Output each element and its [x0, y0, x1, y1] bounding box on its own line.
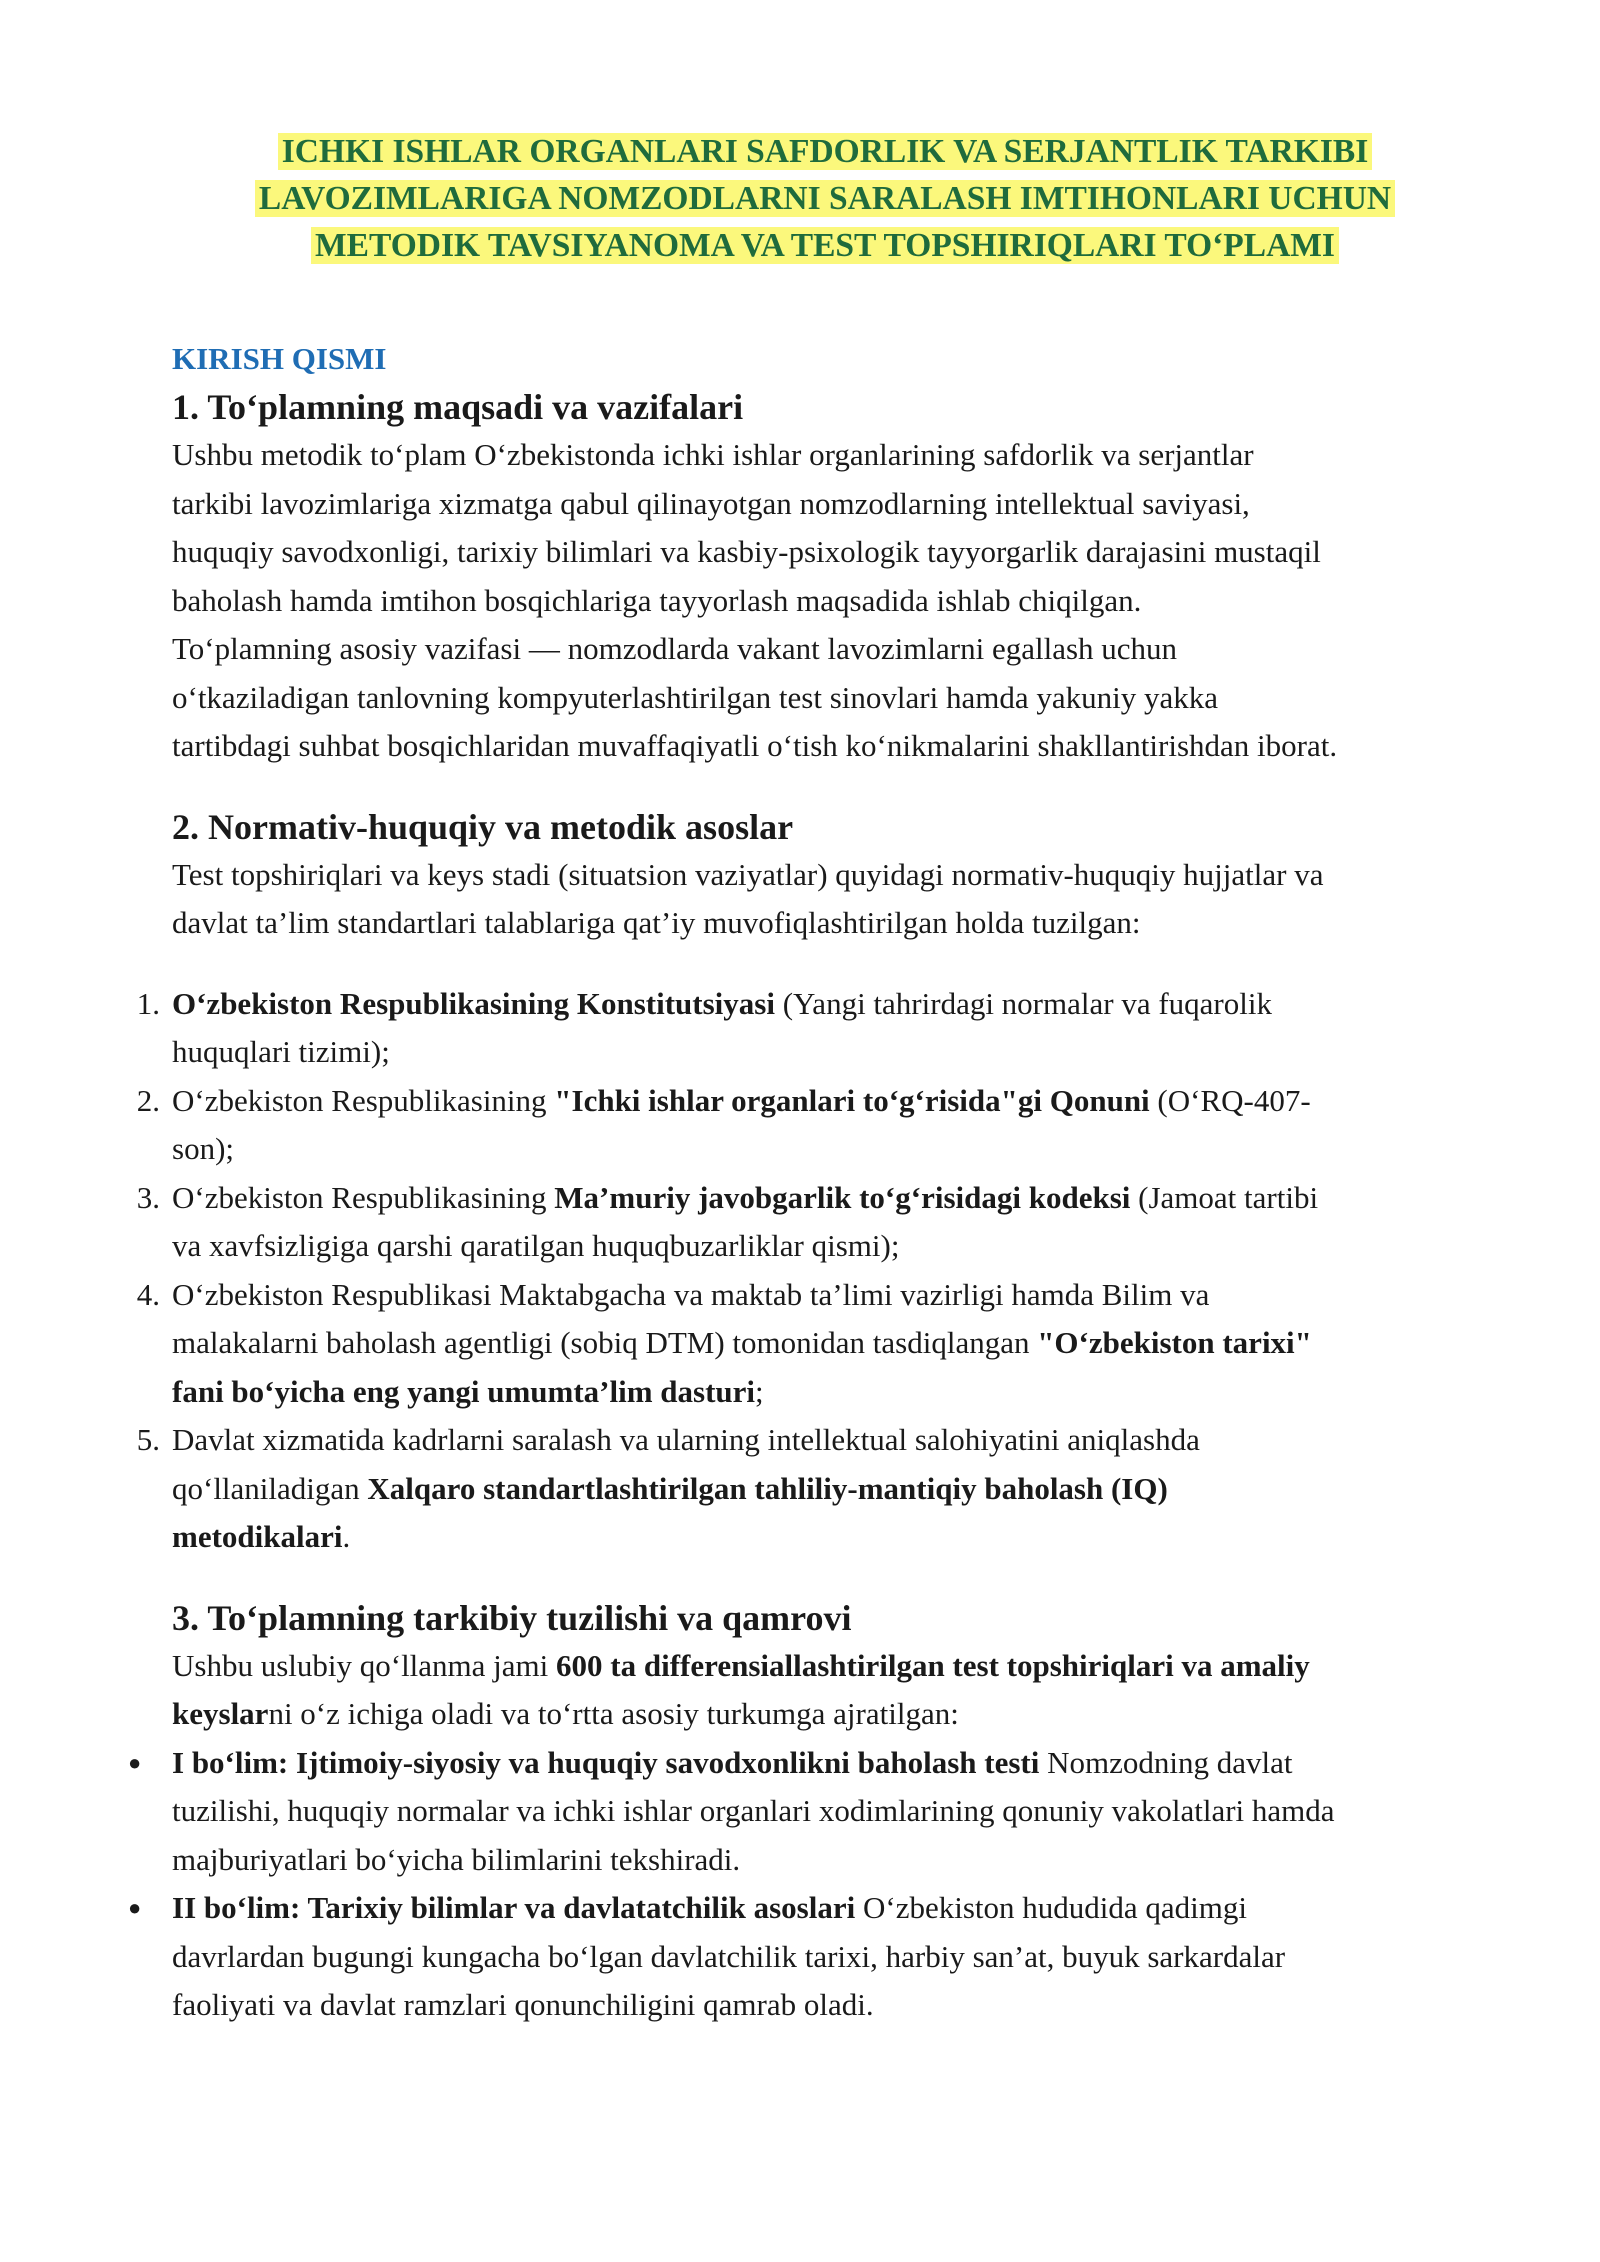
text-line: tartibdagi suhbat bosqichlaridan muvaffaqiyatli o‘tish ko‘nikmalarini shakllantirishdan iborat. — [172, 728, 1338, 763]
list-number: 2. — [136, 1082, 160, 1118]
document-body — [128, 335, 1492, 2030]
bold-text: Ma’muriy javobgarlik to‘g‘risidagi kodeksi — [554, 1179, 1131, 1215]
bold-text: keyslar — [172, 1696, 269, 1731]
text-line: Davlat xizmatida kadrlarni saralash va ularning intellektual salohiyatini aniqlashda — [172, 1422, 1200, 1457]
list-item — [136, 1271, 1492, 1417]
text-line: o‘tkaziladigan tanlovning kompyuterlashtirilgan test sinovlari hamda yakuniy yakka — [172, 679, 1218, 715]
text-line: faoliyati va davlat ramzlari qonunchiligini qamrab oladi. — [172, 1987, 874, 2022]
list-number: 1. — [136, 985, 160, 1021]
text-span: ni o‘z ichiga oladi va to‘rtta asosiy turkumga ajratilgan: — [268, 1696, 959, 1731]
bullet-item — [128, 1884, 1492, 2030]
text-line: To‘plamning asosiy vazifasi — nomzodlarda vakant lavozimlarni egallash uchun — [172, 631, 1178, 666]
section-3-intro — [172, 1642, 1492, 1739]
text-span: qo‘llaniladigan — [172, 1470, 368, 1506]
bold-text: metodikalari — [172, 1519, 343, 1554]
text-line: huquqlari tizimi); — [172, 1034, 390, 1069]
section-3-heading: 3. To‘plamning tarkibiy tuzilishi va qamrovi — [172, 1597, 852, 1638]
section-1-heading: 1. To‘plamning maqsadi va vazifalari — [172, 387, 744, 427]
text-line: son); — [172, 1131, 234, 1166]
list-number: 5. — [136, 1422, 160, 1457]
section-2-intro — [172, 851, 1492, 948]
text-line: Test topshiriqlari va keys stadi (situatsion vaziyatlar) quyidagi normativ-huquqiy hujjatlar va — [172, 856, 1324, 892]
bold-text: O‘zbekiston Respublikasining Konstitutsiyasi — [172, 985, 775, 1021]
text-span: . — [342, 1519, 351, 1554]
title-line: ICHKI ISHLAR ORGANLARI SAFDORLIK VA SERJANTLIK TARKIBI — [278, 133, 1373, 170]
text-span: (Yangi tahrirdagi normalar va fuqarolik — [774, 985, 1272, 1021]
section-1-paragraph-2 — [172, 625, 1492, 771]
text-span: O‘zbekiston hududida qadimgi — [855, 1890, 1247, 1925]
title-line: LAVOZIMLARIGA NOMZODLARNI SARALASH IMTIHONLARI UCHUN — [255, 180, 1395, 217]
text-line: baholash hamda imtihon bosqichlariga tayyorlash maqsadida ishlab chiqilgan. — [172, 582, 1142, 618]
bullet-item — [128, 1739, 1492, 1885]
text-span: (Jamoat tartibi — [1130, 1179, 1319, 1215]
text-span: (O‘RQ-407- — [1149, 1082, 1311, 1118]
text-line: majburiyatlari bo‘yicha bilimlarini tekshiradi. — [172, 1841, 741, 1877]
text-line: tuzilishi, huquqiy normalar va ichki ishlar organlari xodimlarining qonuniy vakolatlari hamda — [172, 1793, 1335, 1828]
document-title — [170, 128, 1480, 269]
title-line: METODIK TAVSIYANOMA VA TEST TOPSHIRIQLARI TO‘PLAMI — [311, 227, 1339, 264]
text-line: huquqiy savodxonligi, tarixiy bilimlari va kasbiy-psixologik tayyorgarlik darajasini mustaqil — [172, 534, 1321, 569]
list-item — [136, 980, 1492, 1077]
bold-text: Xalqaro standartlashtirilgan tahliliy-mantiqiy baholash (IQ) — [367, 1470, 1168, 1506]
text-span: Nomzodning davlat — [1039, 1744, 1293, 1780]
text-span: Ushbu uslubiy qo‘llanma jami — [172, 1647, 557, 1683]
bold-text: 600 ta differensiallashtirilgan test topshiriqlari va amaliy — [556, 1647, 1310, 1683]
bullet-icon: ● — [128, 1895, 142, 1920]
structure-bullet-list — [128, 1739, 1492, 2030]
text-line: davrlardan bugungi kungacha bo‘lgan davlatchilik tarixi, harbiy san’at, buyuk sarkardalar — [172, 1938, 1286, 1974]
bold-text: "Ichki ishlar organlari to‘g‘risida"gi Qonuni — [554, 1082, 1150, 1118]
text-span: O‘zbekiston Respublikasining — [172, 1179, 555, 1215]
section-2-heading: 2. Normativ-huquqiy va metodik asoslar — [172, 806, 794, 847]
text-span: O‘zbekiston Respublikasining — [172, 1082, 555, 1118]
bold-text: II bo‘lim: Tarixiy bilimlar va davlatatchilik asoslari — [172, 1890, 856, 1925]
list-number: 3. — [136, 1179, 160, 1215]
normative-list — [136, 980, 1492, 1562]
text-line: Ushbu metodik to‘plam O‘zbekistonda ichki ishlar organlarining safdorlik va serjantlar — [172, 437, 1254, 472]
section-1-paragraph-1 — [172, 431, 1492, 625]
text-line: tarkibi lavozimlariga xizmatga qabul qilinayotgan nomzodlarning intellektual saviyasi, — [172, 485, 1250, 521]
intro-label: KIRISH QISMI — [172, 341, 387, 376]
list-item — [136, 1077, 1492, 1174]
bullet-icon: ● — [128, 1749, 142, 1775]
list-item — [136, 1174, 1492, 1271]
bold-text: I bo‘lim: Ijtimoiy-siyosiy va huquqiy savodxonlikni baholash testi — [172, 1744, 1040, 1780]
text-span: malakalarni baholash agentligi (sobiq DTM) tomonidan tasdiqlangan — [172, 1325, 1038, 1360]
list-item — [136, 1416, 1492, 1562]
text-line: davlat ta’lim standartlari talablariga qat’iy muvofiqlashtirilgan holda tuzilgan: — [172, 905, 1141, 940]
text-line: O‘zbekiston Respublikasi Maktabgacha va maktab ta’limi vazirligi hamda Bilim va — [172, 1276, 1210, 1312]
text-span: ; — [755, 1373, 764, 1409]
list-number: 4. — [136, 1276, 160, 1312]
bold-text: fani bo‘yicha eng yangi umumta’lim dasturi — [172, 1373, 756, 1409]
bold-text: "O‘zbekiston tarixi" — [1037, 1325, 1312, 1360]
text-line: va xavfsizligiga qarshi qaratilgan huquqbuzarliklar qismi); — [172, 1228, 900, 1263]
